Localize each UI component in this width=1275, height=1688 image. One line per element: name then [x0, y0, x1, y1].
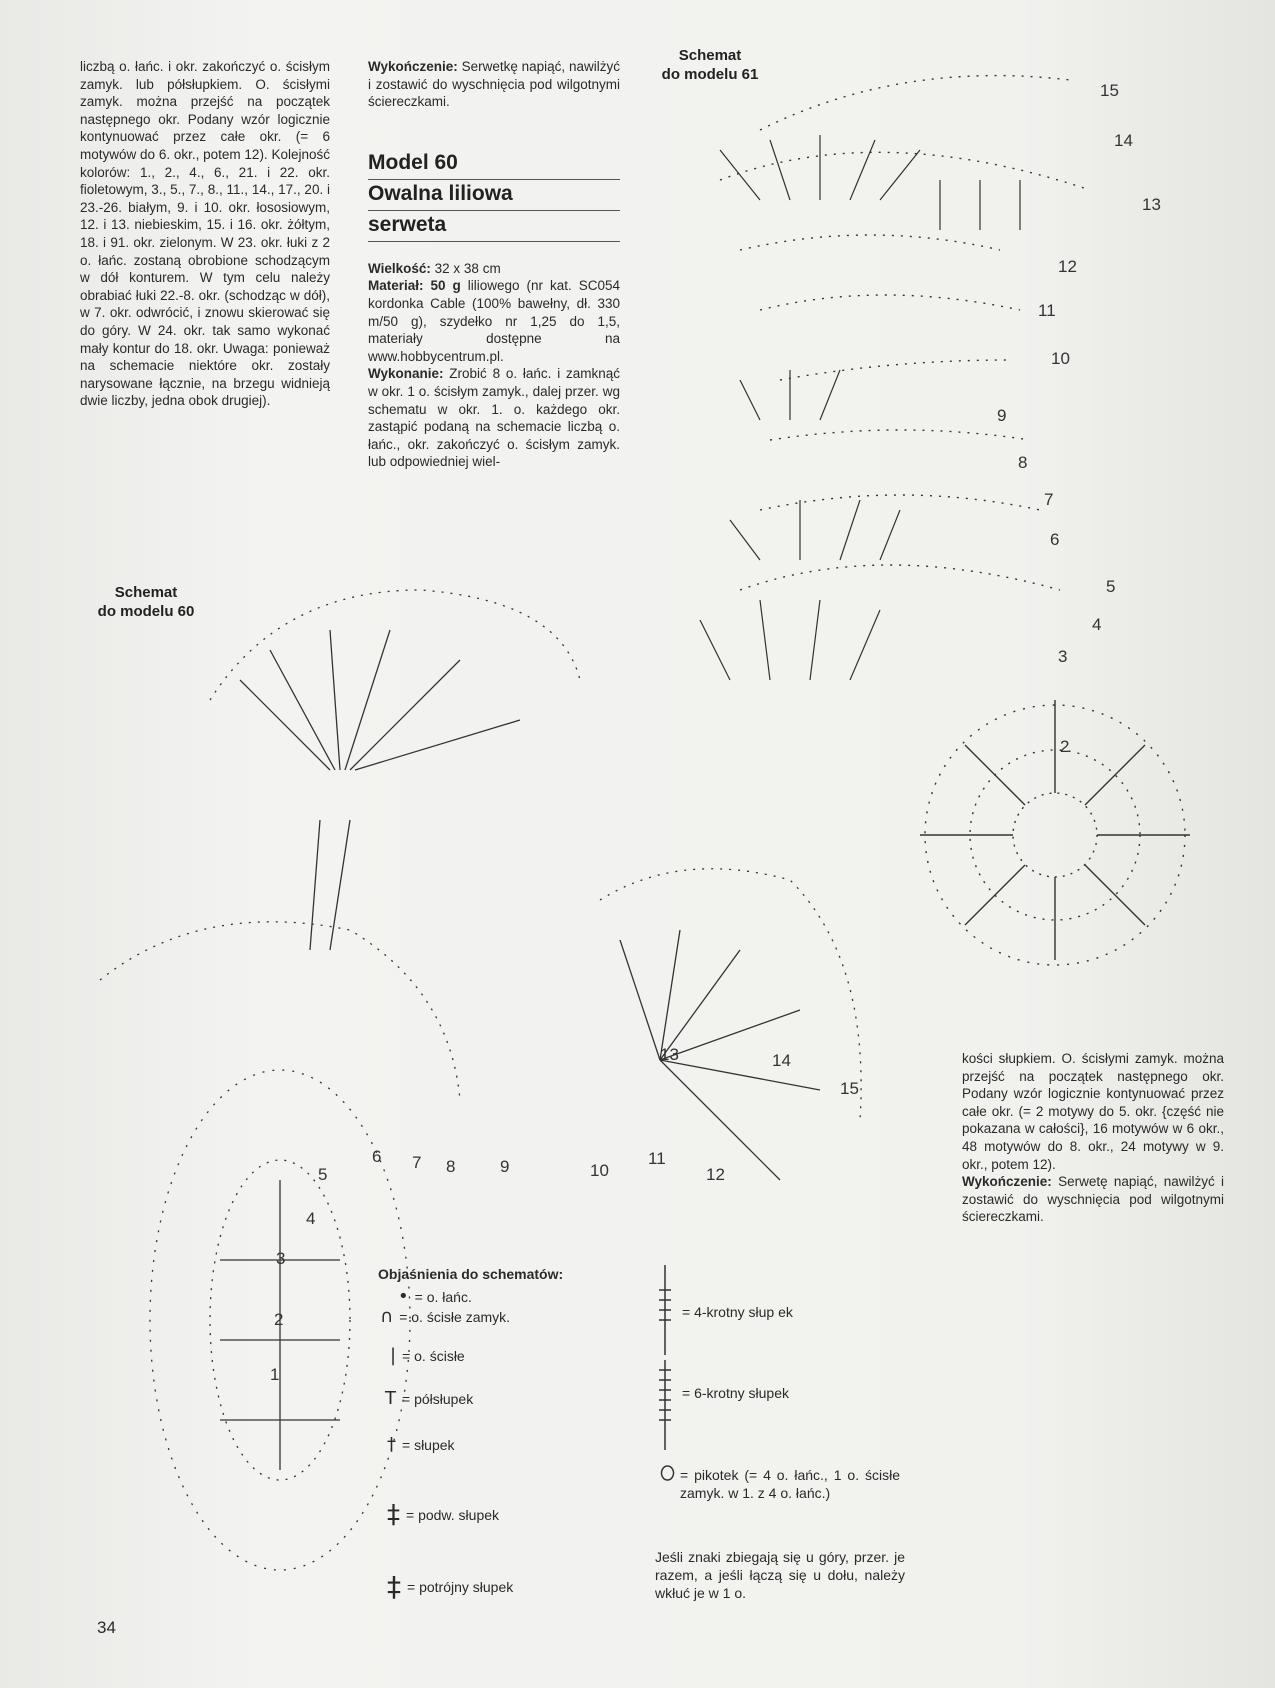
legend-item-dtr-text: = potrójny słupek — [407, 1579, 514, 1595]
picot-icon — [662, 1466, 674, 1480]
size-value: 32 x 38 cm — [430, 260, 501, 276]
execution-text: Zrobić 8 o. łańc. i zamknąć w okr. 1 o. ścisłym zamyk., dalej przer. wg schematu w okr. 1. o. każdego okr. zastąpić podaną na schemacie liczbą o. łańc., okr. zakończyć o. ścisłym zamyk. lub odpowiedniej wiel- — [368, 366, 620, 470]
legend-picot — [680, 1466, 900, 1502]
schema61-round-15: 15 — [1100, 81, 1119, 100]
schema61-title-line1: Schemat — [678, 47, 742, 64]
schema61-round-3: 3 — [1058, 647, 1068, 666]
column3-finish-text: Serwetę napiąć, nawilżyć i zostawić do wyschnięcia pod wilgotnymi ściereczkami. — [962, 1174, 1224, 1225]
schema61-round-11: 11 — [1038, 301, 1056, 320]
column3-finish-label: Wykończenie: — [962, 1174, 1052, 1190]
model-heading-line3: serweta — [368, 211, 620, 242]
legend-item-slip-text: = o. ścisłe zamyk. — [399, 1309, 511, 1325]
schema61-round-6: 6 — [1050, 530, 1060, 549]
schema61-round-9: 9 — [997, 406, 1007, 425]
schema61-round-8: 8 — [1018, 453, 1028, 472]
legend-item-hdc-text: = półsłupek — [402, 1391, 474, 1407]
column1-text: liczbą o. łańc. i okr. zakończyć o. ścisłym zamyk. lub półsłupkiem. O. ścisłymi zamyk. można przejść na początek następnego okr. Podany wzór logicznie kontynuować przez całe okr. (= 6 motywów do 6. okr., potem 12). Kolejność kolorów: 1., 2., 4., 6., 21. i 22. okr. fioletowym, 3., 5., 7., 8., 11., 14., 17., 20. i 23.-26. białym, 9. i 10. okr. łososiowym, 12. i 13. niebieskim, 15. i 16. okr. żółtym, 18. i 91. okr. zielonym. W 23. okr. łuki z 2 o. łańc. zostaną obrobione schodzącym w dół konturem. W tym celu należy obrabiać łuki 22.-8. okr. (schodząc w dół), w 7. okr. odwrócić, i znowu skierować się do góry. W 24. okr. tak samo wykonać mały kontur do 18. okr. Uwaga: ponieważ na schemacie niektóre okr. zostały narysowane łącznie, na brzegu widnieją dwie liczby, jedna obok drugiej). — [80, 59, 330, 409]
column3-text: kości słupkiem. O. ścisłymi zamyk. można przejść na początek następnego okr. Podany wzór logicznie kontynuować przez całe okr. (= 2 motywy do 5. okr. {część nie pokazana w całości}, 16 motywów w 6 okr., 48 motywów do 8. okr., 24 motywy w 9. okr., potem 12). — [962, 1051, 1224, 1172]
schema60-round-4: 4 — [306, 1209, 316, 1228]
schema60-round-15: 15 — [840, 1079, 859, 1098]
schema60-round-3: 3 — [276, 1249, 286, 1268]
double-crochet-icon: † — [387, 1434, 396, 1455]
schema61-round-2: 2 — [1060, 737, 1070, 756]
slip-stitch-icon: ∩ — [380, 1306, 394, 1327]
schema61-title-line2: do modelu 61 — [661, 66, 759, 83]
material-text: liliowego (nr kat. SC054 kordonka Cable (100% bawełny, dł. 330 m/50 g), szydełko nr 1,25 do 1,5, materiały dostępne na www.hobbycentrum.pl. — [368, 278, 621, 364]
schema60-round-13: 13 — [660, 1045, 679, 1064]
treble-crochet-icon: ‡ — [387, 1500, 400, 1530]
legend-item-6x-text: = 6-krotny słupek — [682, 1385, 789, 1401]
half-double-icon: T — [385, 1388, 396, 1409]
legend-title: Objaśnienia do schematów: — [378, 1266, 564, 1282]
page-number: 34 — [97, 1618, 116, 1637]
schema60-title-line1: Schemat — [114, 584, 178, 601]
finish-label: Wykończenie: — [368, 59, 458, 74]
model-heading-line1: Model 60 — [368, 149, 620, 180]
schema60-round-12: 12 — [706, 1165, 725, 1184]
schema61-round-5: 5 — [1106, 577, 1116, 596]
legend-note-text: Jeśli znaki zbiegają się u góry, przer. je razem, a jeśli łączą się u dołu, należy wkłuć je w 1 o. — [655, 1549, 905, 1601]
execution-label: Wykonanie: — [368, 366, 444, 382]
schema60-round-1: 1 — [270, 1365, 280, 1384]
schema61-round-12: 12 — [1058, 257, 1077, 276]
finish-text: Serwetkę napiąć, nawilżyć i zostawić do wyschnięcia pod wilgotnymi ściereczkami. — [368, 59, 620, 110]
legend-item-6x — [682, 1384, 789, 1402]
schema60-round-14: 14 — [772, 1051, 791, 1070]
schema61-round-4: 4 — [1092, 615, 1102, 634]
schema60-round-9: 9 — [500, 1157, 510, 1176]
schema61-round-7: 7 — [1044, 490, 1054, 509]
schema61-round-14: 14 — [1114, 131, 1133, 150]
legend-item-tr-text: = podw. słupek — [406, 1507, 500, 1523]
schema60-round-2: 2 — [274, 1310, 284, 1329]
schema60-round-5: 5 — [318, 1165, 328, 1184]
material-amount: 50 g — [423, 278, 461, 294]
size-label: Wielkość: — [368, 260, 431, 276]
chain-stitch-icon: • — [398, 1286, 409, 1307]
schema61-round-13: 13 — [1142, 195, 1161, 214]
legend-item-sc-text: = o. ścisłe — [402, 1348, 465, 1364]
schema60-title-line2: do modelu 60 — [97, 603, 195, 620]
model-heading-line2: Owalna liliowa — [368, 180, 620, 211]
legend-item-dc-text: = słupek — [402, 1437, 455, 1453]
legend-item-chain-text: = o. łańc. — [414, 1289, 472, 1305]
legend-note — [655, 1548, 905, 1602]
double-treble-icon: ‡ — [387, 1570, 401, 1603]
schema60-round-7: 7 — [412, 1153, 422, 1172]
schema61-round-10: 10 — [1051, 349, 1070, 368]
legend-item-4x-text: = 4-krotny słup ek — [682, 1304, 793, 1320]
schema60-round-6: 6 — [372, 1147, 382, 1166]
material-label: Materiał: — [368, 278, 424, 294]
schema60-round-10: 10 — [590, 1161, 609, 1180]
schema60-round-8: 8 — [446, 1157, 456, 1176]
legend-picot-text: = pikotek (= 4 o. łańc., 1 o. ścisłe zamyk. w 1. z 4 o. łańc.) — [680, 1467, 900, 1501]
single-crochet-icon: | — [390, 1345, 397, 1366]
schema60-round-11: 11 — [648, 1149, 666, 1168]
legend-item-4x — [682, 1303, 793, 1321]
